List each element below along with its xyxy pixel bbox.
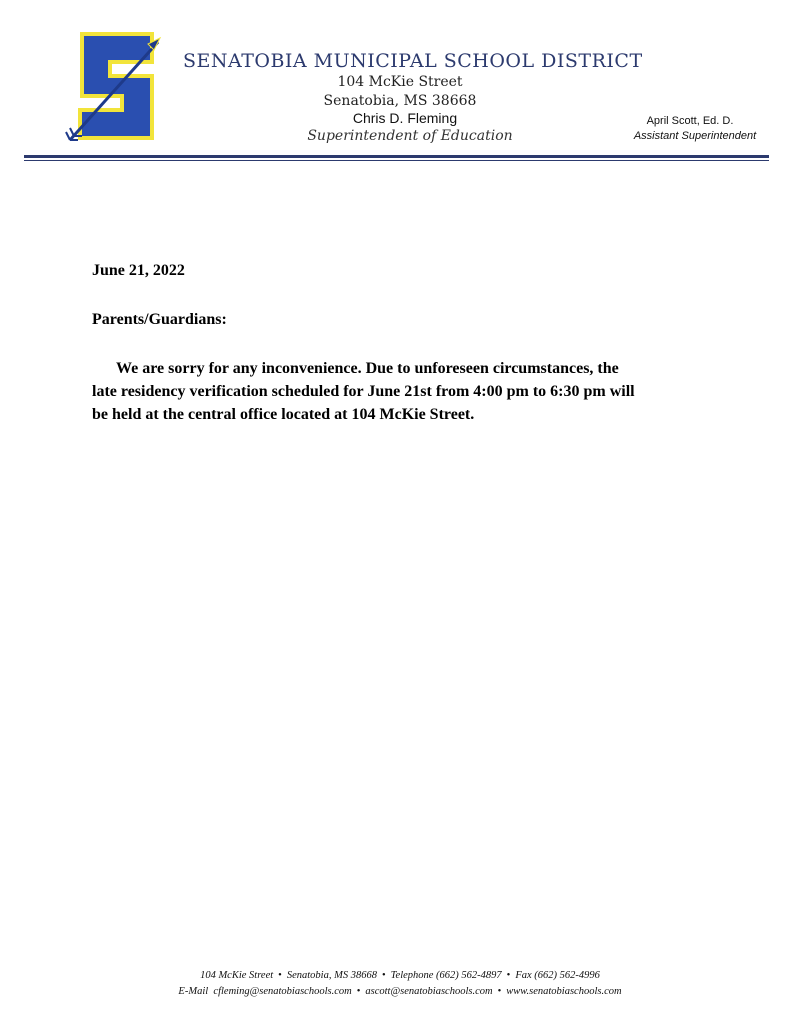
header-divider-thick xyxy=(24,155,769,158)
superintendent-name: Chris D. Fleming xyxy=(352,110,458,126)
footer-website[interactable]: www.senatobiaschools.com xyxy=(506,986,622,997)
footer-telephone: Telephone (662) 562-4897 xyxy=(390,970,502,981)
footer-street: 104 McKie Street xyxy=(200,970,274,981)
letter-body-line: We are sorry for any inconvenience. Due to unforeseen circumstances, the xyxy=(116,360,619,377)
letter-body-line: be held at the central office located at 104 McKie Street. xyxy=(92,406,475,423)
superintendent-title: Superintendent of Education xyxy=(307,128,513,144)
footer-email-line xyxy=(100,986,700,997)
assistant-superintendent-title: Assistant Superintendent xyxy=(633,130,757,142)
footer-email-superintendent[interactable]: cfleming@senatobiaschools.com xyxy=(213,986,352,997)
letter-body xyxy=(92,357,712,426)
district-logo xyxy=(64,28,164,146)
footer-separator: • xyxy=(356,986,361,997)
footer-separator: • xyxy=(278,970,282,981)
district-name: SENATOBIA MUNICIPAL SCHOOL DISTRICT xyxy=(183,50,643,72)
footer-separator: • xyxy=(381,970,386,981)
district-city: Senatobia, MS 38668 xyxy=(323,93,477,109)
footer-contact-line xyxy=(100,970,700,981)
footer-email-label: E-Mail xyxy=(178,986,209,997)
footer-fax: Fax (662) 562-4996 xyxy=(515,970,600,981)
letter-body-line: late residency verification scheduled for June 21st from 4:00 pm to 6:30 pm will xyxy=(92,383,635,400)
district-street: 104 McKie Street xyxy=(337,74,463,90)
assistant-superintendent-name: April Scott, Ed. D. xyxy=(646,115,734,127)
footer-separator: • xyxy=(506,970,511,981)
footer-city: Senatobia, MS 38668 xyxy=(286,970,377,981)
footer-email-assistant[interactable]: ascott@senatobiaschools.com xyxy=(365,986,493,997)
footer-separator: • xyxy=(497,986,502,997)
header-divider-thin xyxy=(24,160,769,161)
logo-s-shape xyxy=(80,34,152,138)
letter-salutation: Parents/Guardians: xyxy=(92,311,227,328)
letter-date: June 21, 2022 xyxy=(92,262,185,279)
